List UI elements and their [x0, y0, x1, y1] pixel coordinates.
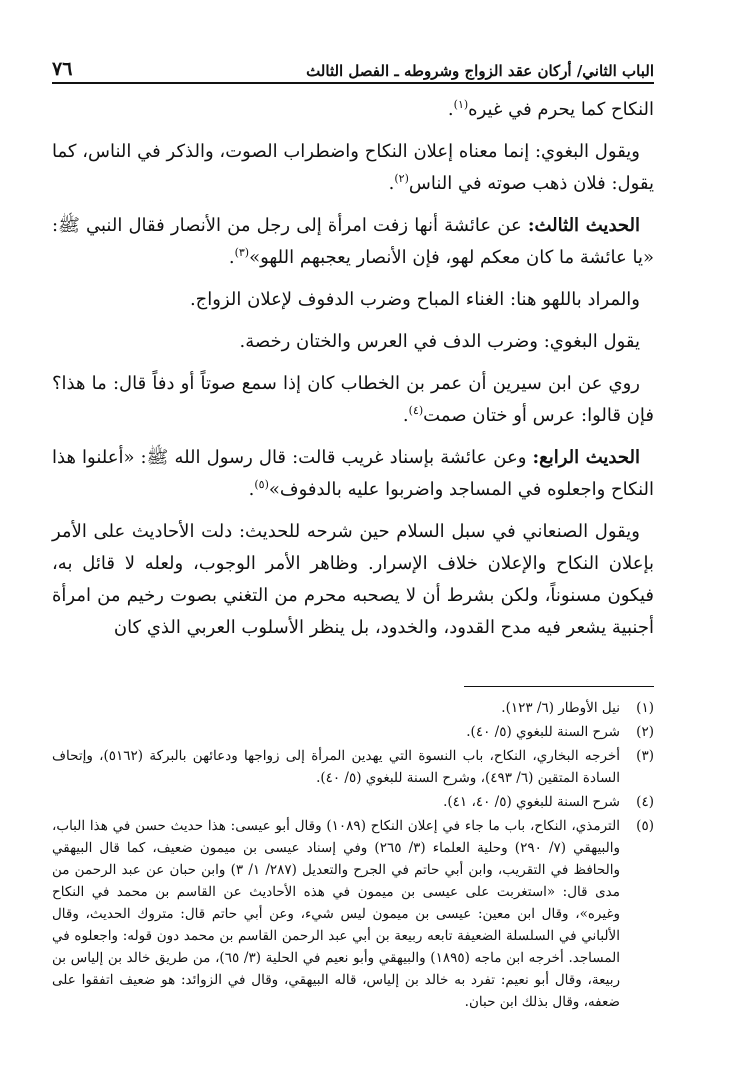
paragraph: ويقول البغوي: إنما معناه إعلان النكاح واضطراب الصوت، والذكر في الناس، كما يقول: فلان ذهب صوته في الناس$^{(٢)}$. — [52, 141, 654, 194]
footnote-text: شرح السنة للبغوي (٥/ ٤٠، ٤١). — [443, 794, 620, 810]
footnote-item — [52, 697, 654, 719]
paragraph: النكاح كما يحرم في غيره$^{(١)}$. — [447, 98, 654, 120]
footnote-ref: (٥) — [254, 478, 269, 491]
footnote-item — [52, 791, 654, 813]
paragraph: والمراد باللهو هنا: الغناء المباح وضرب الدفوف لإعلان الزواج. — [189, 289, 640, 310]
main-text — [52, 94, 654, 644]
footnote-text: شرح السنة للبغوي (٥/ ٤٠). — [466, 724, 620, 740]
running-title: الباب الثاني/ أركان عقد الزواج وشروطه ـ الفصل الثالث — [306, 62, 654, 80]
hadith-heading: الحديث الثالث: — [527, 215, 640, 236]
footnote-ref: (١) — [453, 98, 469, 111]
paragraph: ويقول الصنعاني في سبل السلام حين شرحه للحديث: دلت الأحاديث على الأمر بإعلان النكاح والإعلان خلاف الإسرار. وظاهر الأمر الوجوب، ولعله لا قائل به، فيكون مسنوناً، ولكن بشرط أن لا يصحبه محرم من التغني بصوت رخيم من امرأة أجنبية يشعر فيه مدح القدود، والخدود، بل ينظر الأسلوب العربي الذي كان — [52, 521, 654, 638]
footnote-text: نيل الأوطار (٦/ ١٢٣). — [501, 700, 620, 716]
footnote-item — [52, 815, 654, 1013]
footnote-ref: (٢) — [394, 172, 409, 185]
footnote-text: الترمذي، النكاح، باب ما جاء في إعلان النكاح (١٠٨٩) وقال أبو عيسى: هذا حديث حسن في هذا الباب، والبيهقي (٧/ ٢٩٠) وحلية العلماء (٣/ ٢٦٥) وفي إسناد عيسى بن ميمون ضعيف، كما قال البيهقي والحافظ في التقريب، وابن أبي حاتم في الجرح والتعديل (٢٨٧/ ١/ ٣) وابن حبان عن عبد الرحمن من مدى قال: «استغربت على عيسى بن ميمون في هذه الأحاديث عن القاسم بن محمد في النكاح وغيره»، وقال ابن معين: عيسى بن ميمون ليس شيء، وعن أبي حاتم قال: متروك الحديث، وقال الألباني في السلسلة الضعيفة تابعه ربيعة بن أبي عبد الرحمن القاسم بن محمد دون قوله: واجعلوه في المساجد. أخرجه ابن ماجه (١٨٩٥) والبيهقي وأبو نعيم في الحلية (٣/ ٦٥)، من طريق خالد بن إلياس بن ربيعة، وقال أبو نعيم: تفرد به خالد بن إلياس، قاله البيهقي، وقال في الزوائد: هو ضعيف اتفقوا على ضعفه، وقال بذلك ابن حبان. — [52, 818, 621, 1010]
page-header — [52, 50, 654, 84]
footnote-number: (٤) — [636, 794, 654, 810]
paragraph: يقول البغوي: وضرب الدف في العرس والختان رخصة. — [239, 331, 640, 352]
hadith-heading: الحديث الرابع: — [532, 447, 640, 468]
footnote-ref: (٤) — [408, 404, 424, 417]
footnote-number: (٣) — [636, 748, 654, 764]
footnotes — [52, 697, 654, 1013]
paragraph: الحديث الثالث: عن عائشة أنها زفت امرأة إلى رجل من الأنصار فقال النبي ﷺ: «يا عائشة ما كان معكم لهو، فإن الأنصار يعجبهم اللهو»$^{(٣)}$. — [52, 215, 654, 268]
footnote-separator — [464, 686, 654, 687]
paragraph: روي عن ابن سيرين أن عمر بن الخطاب كان إذا سمع صوتاً أو دفاً قال: ما هذا؟ فإن قالوا: عرس أو ختان صمت$^{(٤)}$. — [52, 373, 654, 426]
footnote-number: (١) — [636, 700, 654, 716]
footnote-text: أخرجه البخاري، النكاح، باب النسوة التي يهدين المرأة إلى زواجها ودعائهن بالبركة (٥١٦٢)، وإتحاف السادة المتقين (٦/ ٤٩٣)، وشرح السنة للبغوي (٥/ ٤٠). — [52, 748, 620, 786]
footnote-ref: (٣) — [234, 246, 250, 259]
page — [52, 50, 654, 1015]
footnote-number: (٢) — [636, 724, 654, 740]
footnote-item — [52, 721, 654, 743]
paragraph: الحديث الرابع: وعن عائشة بإسناد غريب قالت: قال رسول الله ﷺ: «أعلنوا هذا النكاح واجعلوه في المساجد واضربوا عليه بالدفوف»$^{(٥)}$. — [52, 447, 654, 500]
footnote-number: (٥) — [636, 818, 654, 834]
page-number: ٧٦ — [52, 58, 73, 80]
footnote-item — [52, 745, 654, 789]
